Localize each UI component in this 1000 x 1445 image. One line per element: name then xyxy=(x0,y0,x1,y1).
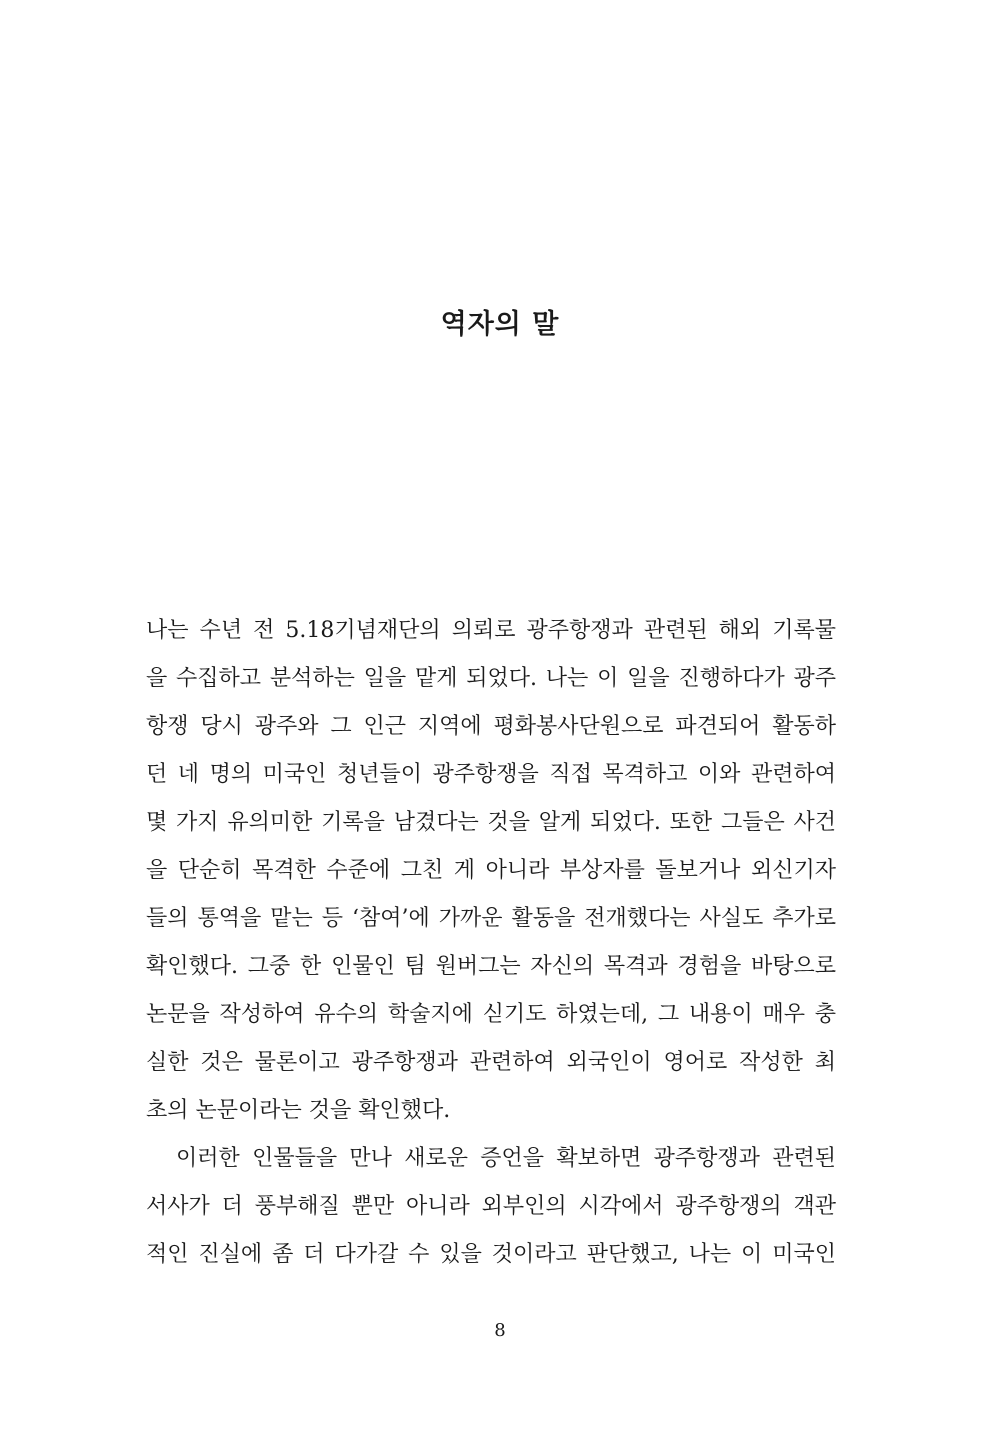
text-line: 항쟁 당시 광주와 그 인근 지역에 평화봉사단원으로 파견되어 활동하 xyxy=(146,714,836,739)
text-line: 나는 수년 전 5.18기념재단의 의뢰로 광주항쟁과 관련된 해외 기록물 xyxy=(146,618,836,643)
text-line: 실한 것은 물론이고 광주항쟁과 관련하여 외국인이 영어로 작성한 최 xyxy=(146,1050,836,1075)
body-text xyxy=(146,607,836,1279)
text-line: 을 수집하고 분석하는 일을 맡게 되었다. 나는 이 일을 진행하다가 광주 xyxy=(146,666,836,691)
text-line: 적인 진실에 좀 더 다가갈 수 있을 것이라고 판단했고, 나는 이 미국인 xyxy=(146,1242,836,1267)
text-line: 확인했다. 그중 한 인물인 팀 원버그는 자신의 목격과 경험을 바탕으로 xyxy=(146,954,836,979)
text-line: 던 네 명의 미국인 청년들이 광주항쟁을 직접 목격하고 이와 관련하여 xyxy=(146,762,836,787)
page-title: 역자의 말 xyxy=(440,309,560,340)
text-line: 몇 가지 유의미한 기록을 남겼다는 것을 알게 되었다. 또한 그들은 사건 xyxy=(146,810,836,835)
paragraph-2 xyxy=(146,1135,836,1279)
text-line: 논문을 작성하여 유수의 학술지에 싣기도 하였는데, 그 내용이 매우 충 xyxy=(146,1002,836,1027)
text-line: 을 단순히 목격한 수준에 그친 게 아니라 부상자를 돌보거나 외신기자 xyxy=(146,858,836,883)
text-line: 들의 통역을 맡는 등 ‘참여’에 가까운 활동을 전개했다는 사실도 추가로 xyxy=(146,906,836,931)
paragraph-1 xyxy=(146,607,836,1135)
text-line: 초의 논문이라는 것을 확인했다. xyxy=(146,1098,451,1123)
text-line: 이러한 인물들을 만나 새로운 증언을 확보하면 광주항쟁과 관련된 xyxy=(176,1146,836,1171)
page-number: 8 xyxy=(494,1320,506,1341)
text-line: 서사가 더 풍부해질 뿐만 아니라 외부인의 시각에서 광주항쟁의 객관 xyxy=(146,1194,836,1219)
